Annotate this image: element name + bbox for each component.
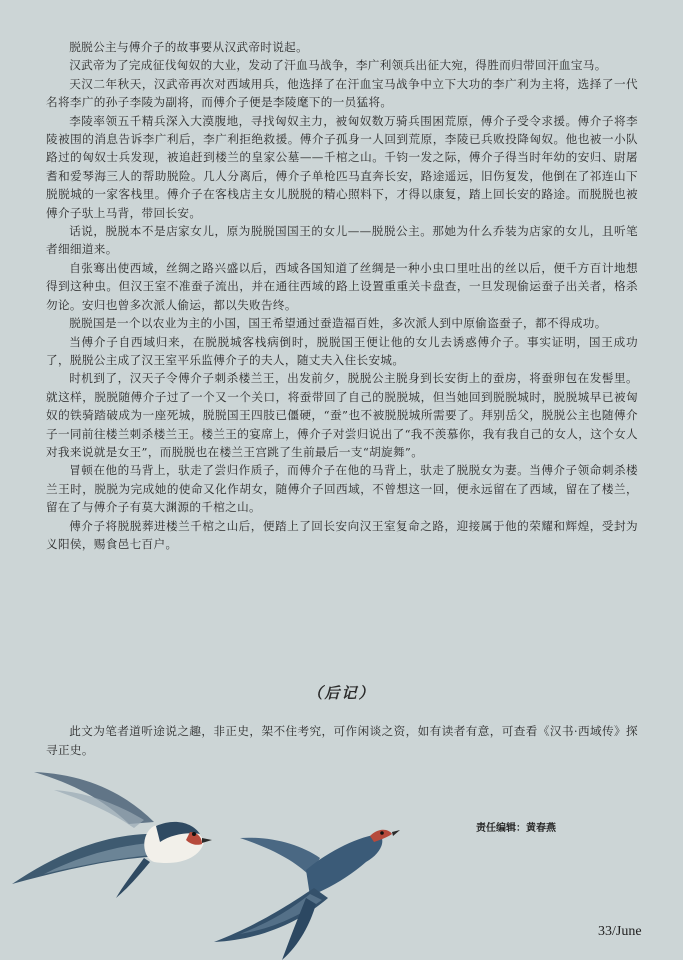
article-paragraph: 当傅介子自西域归来，在脱脱城客栈病倒时，脱脱国王便让他的女儿去诱惑傅介子。事实证明，国王成功了，脱脱公主成了汉王室平乐监傅介子的夫人，随丈夫入住长安城。 [46, 334, 638, 367]
article-paragraph: 天汉二年秋天，汉武帝再次对西域用兵，他选择了在汗血宝马战争中立下大功的李广利为主将，选择了一代名将李广的孙子李陵为副将，而傅介子便是李陵麾下的一员猛将。 [46, 76, 638, 110]
article-body [46, 38, 638, 553]
afterword-paragraph: 此文为笔者道听途说之趣，非正史，架不住考究，可作闲谈之资，如有读者有意，可查看《汉书·西域传》探寻正史。 [46, 724, 638, 757]
article-paragraph: 脱脱公主与傅介子的故事要从汉武帝时说起。 [69, 40, 309, 54]
afterword-heading: （后记） [307, 684, 376, 702]
article-paragraph: 时机到了，汉天子令傅介子刺杀楼兰王，出发前夕，脱脱公主脱身到长安街上的蚕房，将蚕卵包在发髻里。就这样，脱脱随傅介子过了一个又一个关口，将蚕带回了自己的脱脱城，但当她回到脱脱城时，脱脱城早已被匈奴的铁骑踏破成为一座死城，脱脱国王四肢已僵硬，“蚕”也不被脱脱城所需要了。拜别岳父，脱脱公主也随傅介子一同前往楼兰刺杀楼兰王。楼兰王的宴席上，傅介子对尝归说出了“我不羡慕你，我有我自己的女人，这个女人对我来说就是女王”，而脱脱也在楼兰王宫跳了生前最后一支“胡旋舞”。 [46, 371, 638, 459]
page-number: 33/June [598, 924, 642, 939]
article-paragraph: 自张骞出使西域，丝绸之路兴盛以后，西域各国知道了丝绸是一种小虫口里吐出的丝以后，便千方百计地想得到这种虫。但汉王室不准蚕子流出，并在通往西域的路上设置重重关卡盘查，一旦发现偷运蚕子出关者，格杀勿论。安归也曾多次派人偷运，都以失败告终。 [46, 260, 638, 312]
editor-credit: 责任编辑：黄春燕 [476, 823, 556, 834]
left-swallow-illustration [4, 762, 224, 902]
article-paragraph: 冒顿在他的马背上，驮走了尝归作质子，而傅介子在他的马背上，驮走了脱脱女为妻。当傅介子领命刺杀楼兰王时，脱脱为完成她的使命又化作胡女，随傅介子回西域，不曾想这一回，便永远留在了西域，留在了楼兰，留在了与傅介子有莫大渊源的千棺之山。 [46, 463, 638, 515]
article-paragraph: 汉武帝为了完成征伐匈奴的大业，发动了汗血马战争，李广利领兵出征大宛，得胜而归带回汗血宝马。 [69, 58, 607, 73]
article-paragraph: 话说，脱脱本不是店家女儿，原为脱脱国国王的女儿——脱脱公主。那她为什么乔装为店家的女儿，且听笔者细细道来。 [46, 224, 638, 257]
article-paragraph: 脱脱国是一个以农业为主的小国，国王希望通过蚕造福百姓，多次派人到中原偷盗蚕子，都不得成功。 [69, 316, 607, 331]
article-paragraph: 傅介子将脱脱葬进楼兰千棺之山后，便踏上了回长安向汉王室复命之路，迎接属于他的荣耀和辉煌，受封为义阳侯，赐食邑七百户。 [46, 518, 638, 551]
article-paragraph: 李陵率领五千精兵深入大漠腹地，寻找匈奴主力，被匈奴数万骑兵围困荒原，傅介子受令求援。傅介子将李陵被围的消息告诉李广利后，李广利拒绝救援。傅介子孤身一人回到荒原，李陵已兵败投降匈奴。他也被一小队路过的匈奴士兵发现，被追赶到楼兰的皇家公墓——千棺之山。千钧一发之际，傅介子得当时年幼的安归、尉屠耆和爱琴海三人的帮助脱险。几人分离后，傅介子单枪匹马直奔长安，路途遥远，旧伤复发，他倒在了祁连山下脱脱城的一家客栈里。傅介子在客栈店主女儿脱脱的精心照料下，才得以康复，踏上回长安的路途。而脱脱也被傅介子驮上马背，带回长安。 [46, 113, 638, 220]
afterword-body [46, 722, 638, 760]
right-swallow-illustration [210, 814, 400, 960]
